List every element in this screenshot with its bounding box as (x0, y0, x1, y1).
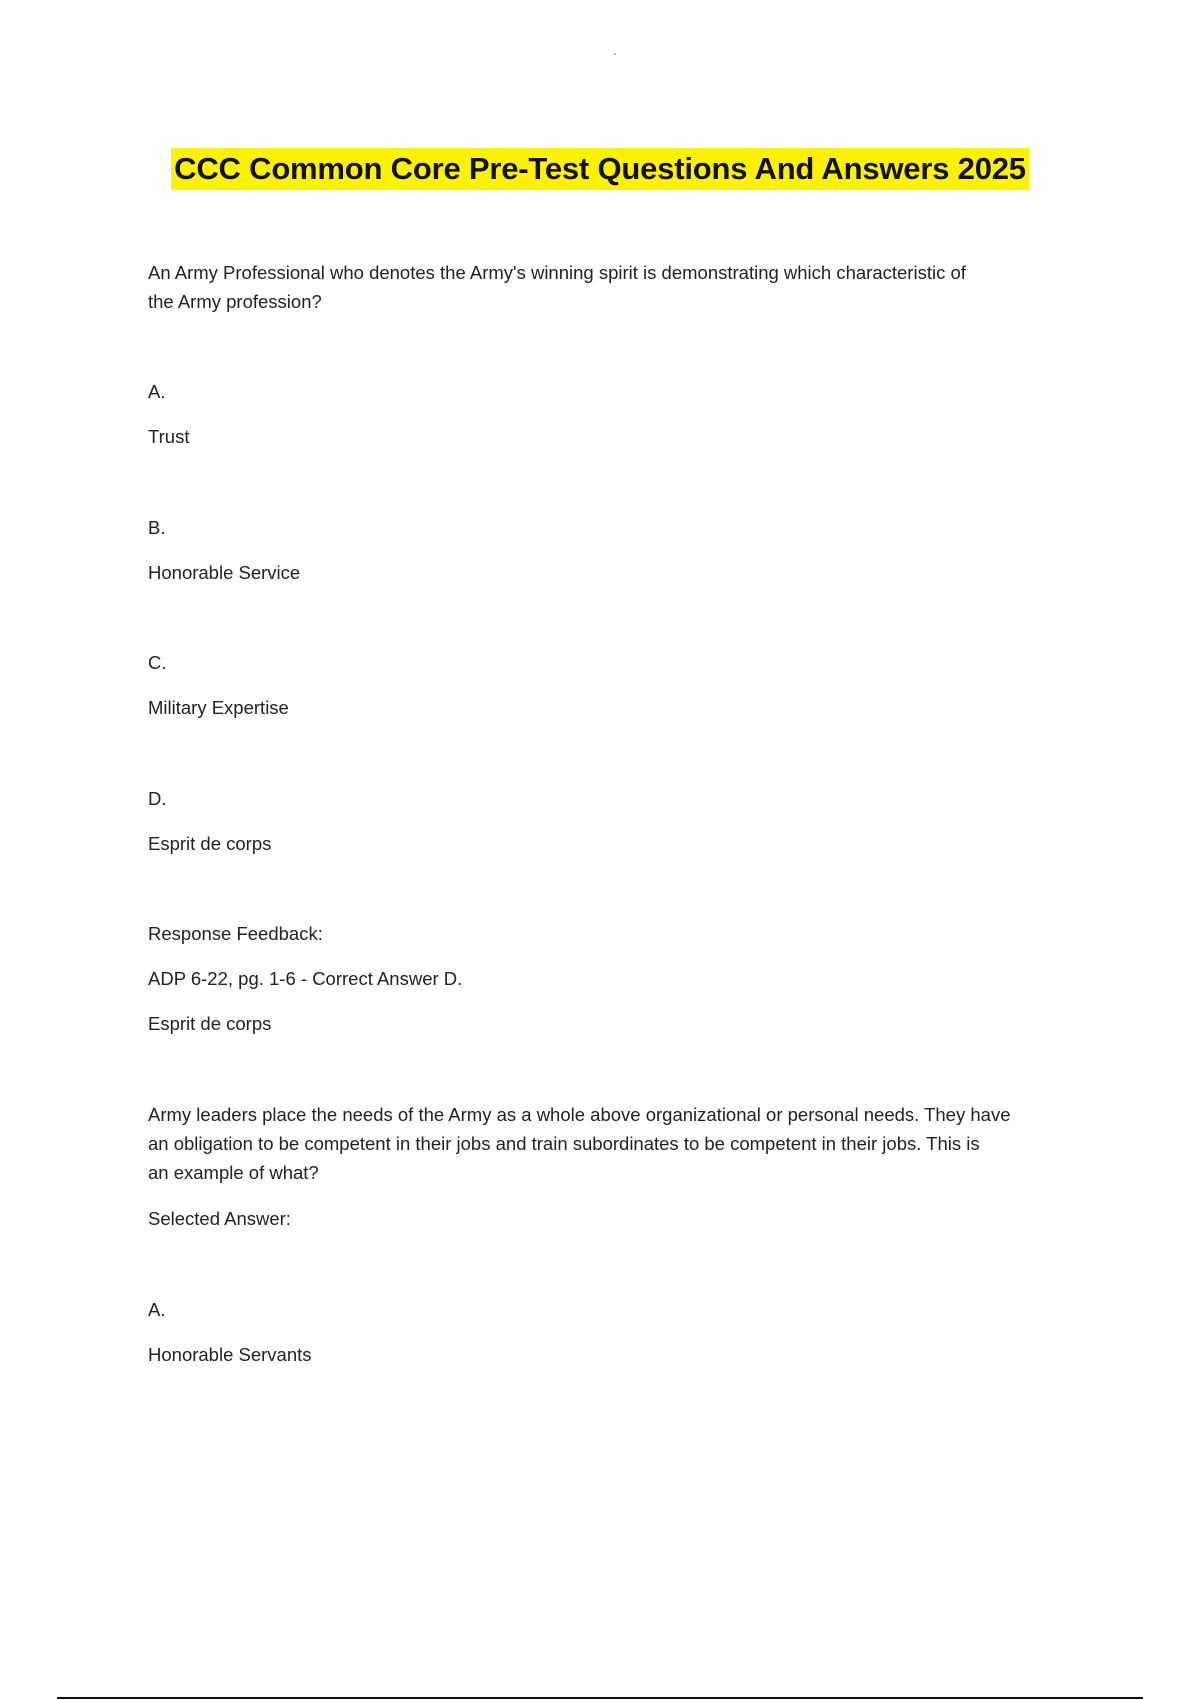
q1-feedback-answer: Esprit de corps (148, 1013, 272, 1034)
question-2-line-1: Army leaders place the needs of the Army as a whole above organizational or personal needs. They have (148, 1104, 1011, 1125)
question-1-line-2: the Army profession? (148, 291, 322, 312)
q1-option-c-letter: C. (148, 652, 167, 673)
q2-selected-label: Selected Answer: (148, 1208, 291, 1229)
scan-speck (614, 53, 616, 55)
q2-option-a-text: Honorable Servants (148, 1344, 312, 1365)
q1-feedback-label: Response Feedback: (148, 923, 323, 944)
q1-option-b-letter: B. (148, 517, 166, 538)
q1-option-a-text: Trust (148, 426, 190, 447)
q2-option-a-letter: A. (148, 1299, 166, 1320)
q1-feedback-reference: ADP 6-22, pg. 1-6 - Correct Answer D. (148, 968, 463, 989)
document-title: CCC Common Core Pre-Test Questions And Answers 2025 (171, 148, 1029, 190)
question-2-line-3: an example of what? (148, 1162, 319, 1183)
q1-option-d-text: Esprit de corps (148, 833, 272, 854)
q1-option-d-letter: D. (148, 788, 167, 809)
q1-option-c-text: Military Expertise (148, 697, 289, 718)
q1-option-b-text: Honorable Service (148, 562, 301, 583)
footer-rule (57, 1697, 1143, 1699)
question-1-text (148, 258, 1088, 316)
question-1-line-1: An Army Professional who denotes the Army's winning spirit is demonstrating which characteristic of (148, 262, 966, 283)
question-2-text (148, 1100, 1088, 1187)
q1-option-a-letter: A. (148, 381, 166, 402)
title-container (0, 148, 1200, 190)
question-2-line-2: an obligation to be competent in their jobs and train subordinates to be competent in their jobs. This is (148, 1133, 980, 1154)
